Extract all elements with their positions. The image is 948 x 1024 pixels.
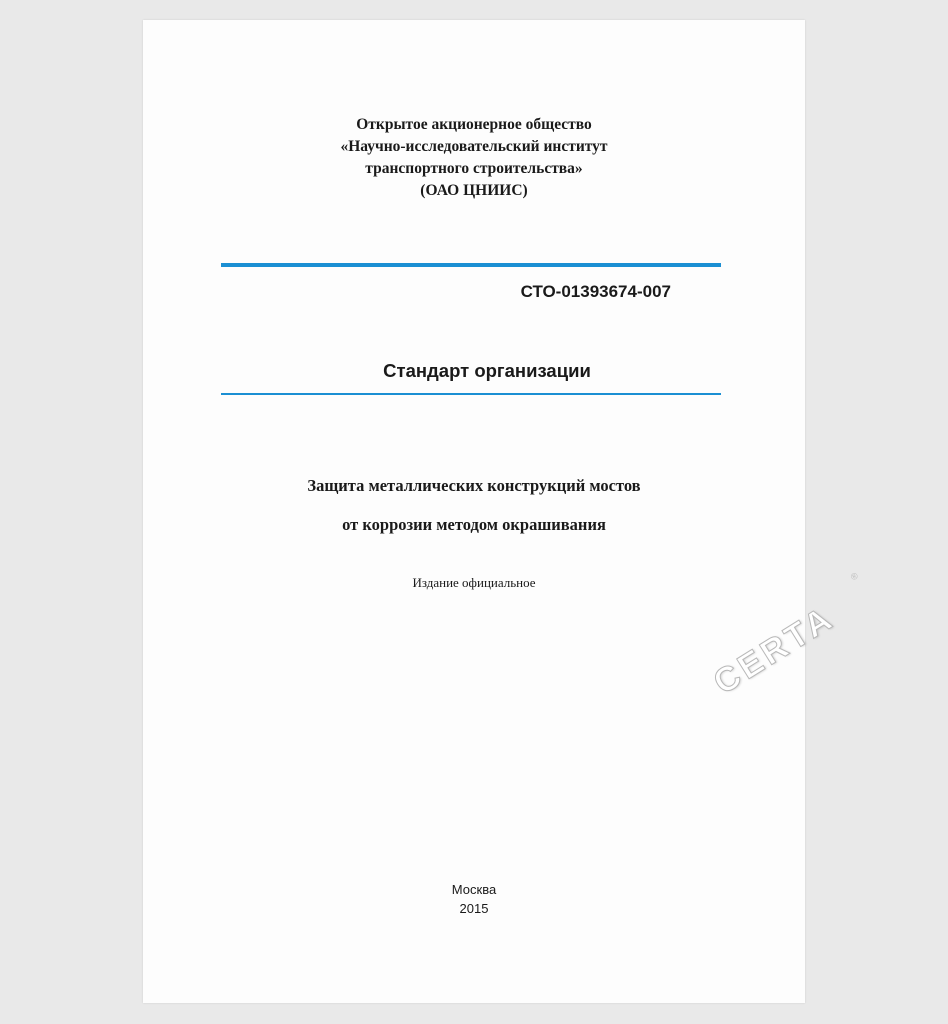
edition-label: Издание официальное [412, 575, 536, 590]
title-line: Защита металлических конструкций мостов [307, 476, 641, 495]
publication-year: 2015 [459, 901, 489, 916]
standard-type-heading: Стандарт организации [383, 360, 591, 381]
organization-line: Открытое акционерное общество [356, 116, 592, 133]
organization-line: транспортного строительства» [365, 160, 583, 177]
heading-divider [221, 393, 721, 395]
document-title [143, 466, 805, 544]
top-divider [221, 263, 721, 267]
publication-place: Москва [451, 882, 497, 897]
registered-mark-icon: ® [848, 570, 860, 583]
standard-code: СТО-01393674-007 [520, 282, 671, 301]
organization-line: «Научно-исследовательский институт [340, 138, 608, 155]
organization-header [143, 114, 805, 202]
watermark-text: CERTA [707, 598, 842, 702]
organization-abbreviation: (ОАО ЦНИИС) [420, 182, 528, 199]
title-line: от коррозии методом окрашивания [342, 515, 606, 534]
document-page [143, 20, 860, 1003]
imprint [143, 880, 805, 918]
